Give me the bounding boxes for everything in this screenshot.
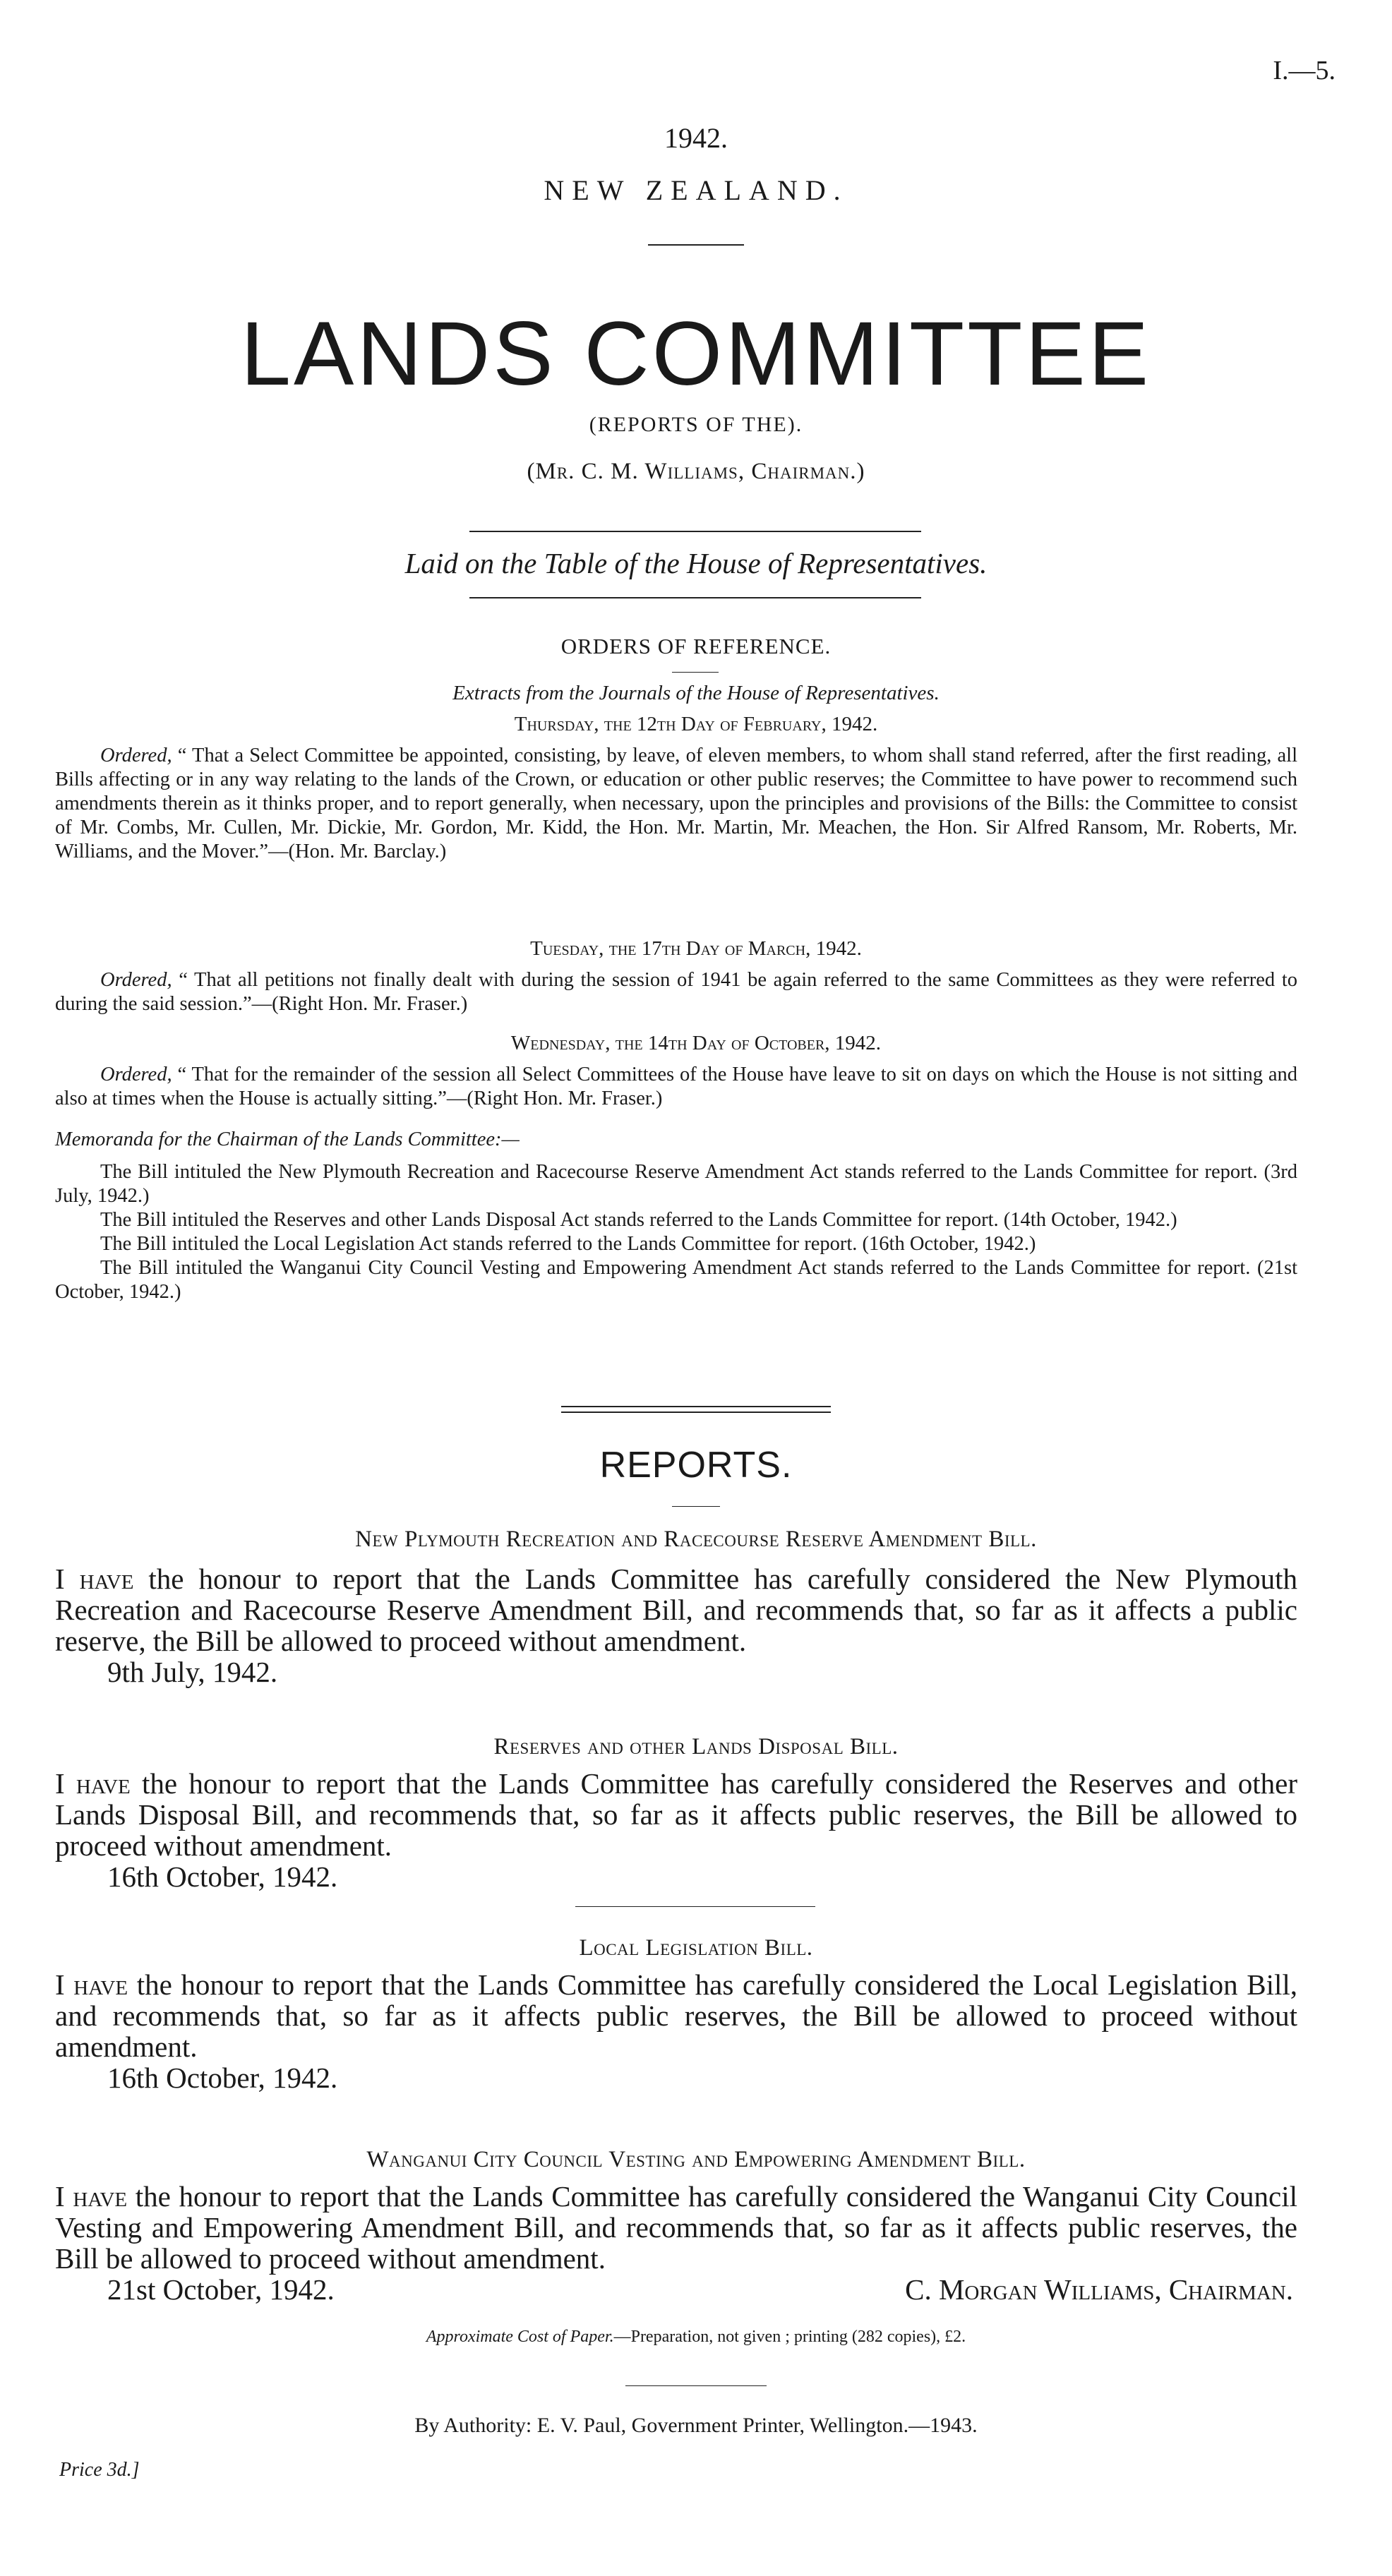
laid-rule-top — [469, 531, 921, 532]
document-year: 1942. — [664, 122, 728, 154]
cost-label: Approximate Cost of Paper. — [426, 2328, 614, 2346]
memoranda-heading: Memoranda for the Chairman of the Lands Committee:— — [55, 1128, 520, 1150]
reports-double-rule-top — [561, 1406, 831, 1407]
report-title-4: Wanganui City Council Vesting and Empowering Amendment Bill. — [366, 2147, 1026, 2172]
report-text: the honour to report that the Lands Committee has carefully considered the New Plymouth Recreation and Racecourse Reserve Amendment Bill, and recommends that, so far as it affects a public reserve, the Bill be allowed to proceed without amendment. — [55, 1563, 1297, 1657]
report-body-1 — [55, 1563, 1297, 1687]
chairman-line: (Mr. C. M. Williams, Chairman.) — [527, 459, 865, 484]
report-lead: I have — [55, 2180, 128, 2213]
report-date: 21st October, 1942. — [107, 2273, 335, 2306]
order-date-1: Thursday, the 12th Day of February, 1942. — [514, 713, 878, 735]
ordered-label: Ordered, — [100, 969, 172, 991]
order-date-2: Tuesday, the 17th Day of March, 1942. — [530, 937, 862, 960]
order-text: “ That all petitions not finally dealt with during the session of 1941 be again referred to the same Committees as they were referred to during the said session.”—(Right Hon. Mr. Fraser.) — [55, 969, 1297, 1015]
document-subtitle: (REPORTS OF THE). — [589, 413, 803, 436]
memorandum-item: The Bill intituled the Reserves and other Lands Disposal Act stands referred to the Lands Committee for report. (14th October, 1942.) — [100, 1209, 1177, 1231]
report-body-3 — [55, 1969, 1297, 2093]
report-body-2 — [55, 1768, 1297, 1892]
chairman-signature: C. Morgan Williams, Chairman. — [905, 2273, 1293, 2306]
memorandum-item: The Bill intituled the Wanganui City Council Vesting and Empowering Amendment Act stands referred to the Lands Committee for report. (21st October, 1942.) — [55, 1257, 1297, 1303]
memorandum-item: The Bill intituled the Local Legislation Act stands referred to the Lands Committee for report. (16th October, 1942.) — [100, 1233, 1036, 1255]
report-divider-2 — [575, 1906, 815, 1907]
report-body-4 — [55, 2181, 1297, 2305]
reports-divider — [672, 1506, 720, 1507]
page-reference: I.—5. — [1273, 56, 1336, 85]
report-text: the honour to report that the Lands Committee has carefully considered the Local Legislation Bill, and recommends that, so far as it affects public reserves, the Bill be allowed to proceed without amendment. — [55, 1968, 1297, 2063]
cost-of-paper — [0, 2328, 1392, 2347]
memoranda-list — [55, 1160, 1297, 1304]
report-lead: I have — [55, 1563, 134, 1595]
price-label: Price 3d.] — [59, 2459, 140, 2481]
report-date: 16th October, 1942. — [107, 2062, 338, 2094]
document-title: LANDS COMMITTEE — [240, 303, 1152, 404]
report-date: 16th October, 1942. — [107, 1860, 338, 1893]
reports-double-rule-bottom — [561, 1412, 831, 1413]
report-title-2: Reserves and other Lands Disposal Bill. — [493, 1734, 899, 1759]
report-title-3: Local Legislation Bill. — [579, 1935, 813, 1961]
order-paragraph-2 — [55, 968, 1297, 1016]
footer-rule — [625, 2385, 767, 2386]
report-text: the honour to report that the Lands Committee has carefully considered the Wanganui City Council Vesting and Empowering Amendment Bill, and recommends that, so far as it affects public reserves, the Bill be allowed to proceed without amendment. — [55, 2180, 1297, 2275]
header-divider — [648, 244, 744, 246]
order-date-3: Wednesday, the 14th Day of October, 1942. — [510, 1032, 882, 1054]
order-text: “ That for the remainder of the session all Select Committees of the House have leave to sit on days on which the House is not sitting and also at times when the House is actually sitting.”—(Right Hon. Mr. Fraser.) — [55, 1064, 1297, 1109]
order-paragraph-3 — [55, 1063, 1297, 1111]
reports-heading: REPORTS. — [599, 1445, 793, 1486]
report-text: the honour to report that the Lands Committee has carefully considered the Reserves and other Lands Disposal Bill, and recommends that, so far as it affects public reserves, the Bill be allowed to proceed without amendment. — [55, 1767, 1297, 1862]
memorandum-item: The Bill intituled the New Plymouth Recreation and Racecourse Reserve Amendment Act stands referred to the Lands Committee for report. (3rd July, 1942.) — [55, 1161, 1297, 1207]
order-paragraph-1 — [55, 744, 1297, 864]
ordered-label: Ordered, — [100, 745, 172, 766]
printer-authority: By Authority: E. V. Paul, Government Printer, Wellington.—1943. — [414, 2414, 978, 2437]
report-lead: I have — [55, 1767, 131, 1800]
report-lead: I have — [55, 1968, 128, 2001]
orders-heading: ORDERS OF REFERENCE. — [560, 634, 832, 658]
report-date: 9th July, 1942. — [107, 1656, 278, 1688]
orders-divider — [672, 672, 719, 673]
laid-rule-bottom — [469, 597, 921, 598]
cost-text: —Preparation, not given ; printing (282 copies), £2. — [613, 2328, 966, 2346]
order-text: “ That a Select Committee be appointed, consisting, by leave, of eleven members, to whom shall stand referred, after the first reading, all Bills affecting or in any way relating to the lands of the Crown, or education or other public reserves; the Committee to have power to recommend such amendments therein as it thinks proper, and to report generally, when necessary, upon the principles and provisions of the Bills: the Committee to consist of Mr. Combs, Mr. Cullen, Mr. Dickie, Mr. Gordon, Mr. Kidd, the Hon. Mr. Martin, Mr. Meachen, the Hon. Sir Alfred Ransom, Mr. Roberts, Mr. Williams, and the Mover.”—(Hon. Mr. Barclay.) — [55, 745, 1297, 862]
extracts-line: Extracts from the Journals of the House of Representatives. — [452, 682, 940, 704]
report-title-1: New Plymouth Recreation and Racecourse Reserve Amendment Bill. — [355, 1527, 1037, 1552]
ordered-label: Ordered, — [100, 1064, 172, 1085]
country-title: NEW ZEALAND. — [544, 174, 848, 206]
laid-on-table: Laid on the Table of the House of Representatives. — [404, 547, 988, 579]
